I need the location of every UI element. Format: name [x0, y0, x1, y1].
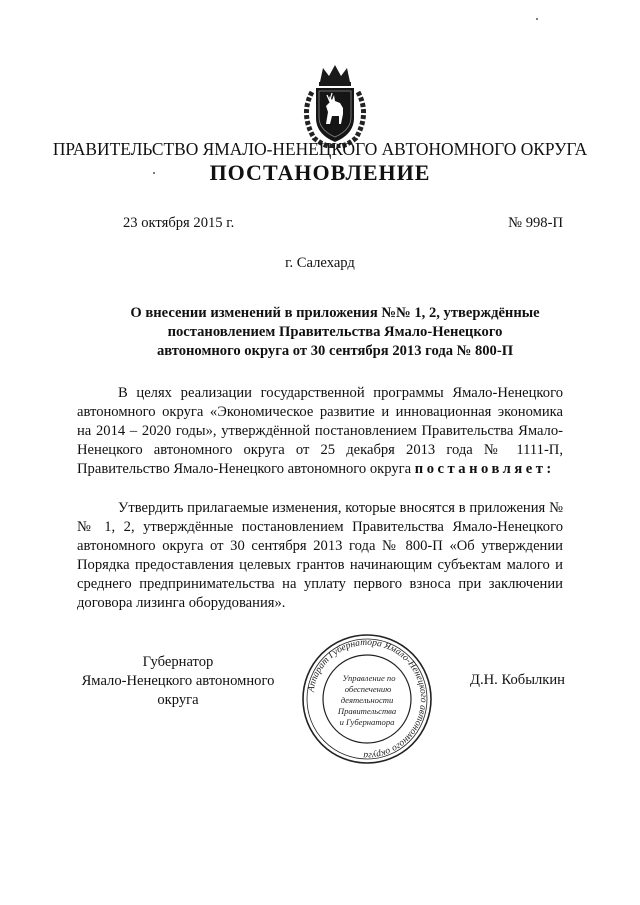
document-number: № 998-П — [508, 215, 563, 231]
signatory-name: Д.Н. Кобылкин — [470, 672, 565, 688]
resolution-keyword: постановляет: — [414, 461, 555, 477]
document-city: г. Салехард — [285, 255, 355, 271]
title-line: постановлением Правительства Ямало-Ненецкого — [167, 324, 503, 340]
stamp-line: деятельности — [340, 695, 394, 705]
coat-of-arms-icon — [296, 62, 374, 148]
document-type: ПОСТАНОВЛЕНИЕ — [209, 160, 431, 185]
organization-name: ПРАВИТЕЛЬСТВО ЯМАЛО-НЕНЕЦКОГО АВТОНОМНОГО ОКРУГА — [52, 139, 588, 159]
title-line: автономного округа от 30 сентября 2013 года № 800-П — [156, 343, 514, 359]
stamp-line: и Губернатора — [339, 717, 395, 727]
signatory-title-line: Губернатор — [142, 654, 214, 670]
stamp-line: Правительства — [337, 706, 397, 716]
preamble-text: В целях реализации государственной программы Ямало-Ненецкого автономного округа «Экономическое развитие и инновационная экономика на 2014 – 2020 годы», утверждённой постановлением Правительства Ямало-Ненецкого автономного округа от 25 декабря 2013 года № 1111-П, Правительство Ямало-Ненецкого автономного округа — [77, 385, 563, 477]
document-date: 23 октября 2015 г. — [123, 215, 235, 231]
document-title — [110, 304, 560, 361]
stamp-line: Управление по — [342, 673, 396, 683]
body-paragraph-preamble — [77, 384, 563, 479]
stamp-line: обеспечению — [344, 684, 392, 694]
stamp-ring-text: Аппарат Губернатора Ямало-Ненецкого автономного округа — [306, 637, 429, 761]
signatory-title — [80, 653, 276, 710]
scan-speck — [536, 18, 538, 20]
body-paragraph-resolution: Утвердить прилагаемые изменения, которые вносятся в приложения №№ 1, 2, утверждённые постановлением Правительства Ямало-Ненецкого автономного округа от 30 сентября 2013 года № 800-П «Об утверждении Порядка предоставления целевых грантов начинающим субъектам малого и среднего предпринимательства на уплату первого взноса при заключении договора лизинга оборудования». — [77, 500, 563, 611]
scan-speck — [153, 172, 155, 174]
official-stamp-icon — [298, 630, 436, 768]
signatory-title-line: Ямало-Ненецкого автономного округа — [81, 673, 275, 708]
title-line: О внесении изменений в приложения №№ 1, 2, утверждённые — [130, 305, 540, 321]
